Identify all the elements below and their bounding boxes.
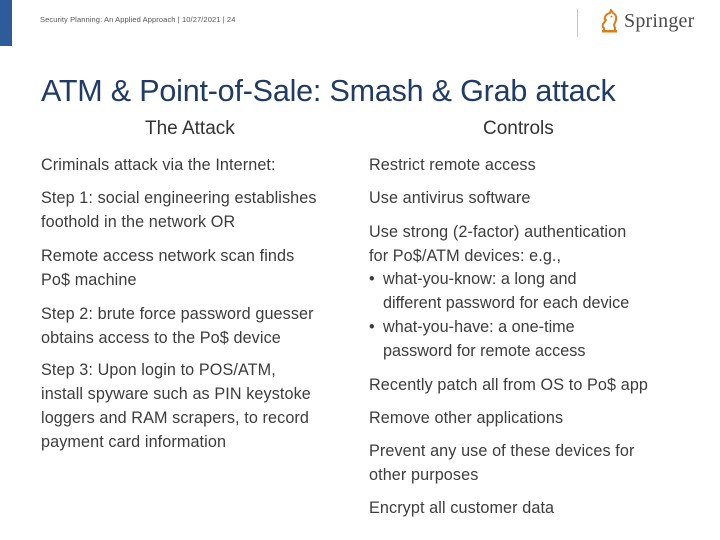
page-title: ATM & Point-of-Sale: Smash & Grab attack <box>41 74 616 108</box>
attack-line: Step 2: brute force password guesser <box>41 305 314 323</box>
control-line: Remove other applications <box>369 409 564 427</box>
header-breadcrumb: Security Planning: An Applied Approach | 10/27/2021 | 24 <box>40 15 236 24</box>
control-line: Use antivirus software <box>369 189 531 207</box>
bullet-icon: • <box>369 318 375 336</box>
control-sub-item <box>383 267 629 315</box>
control-line: for Po$/ATM devices: e.g., <box>369 247 562 265</box>
accent-bar <box>0 0 12 46</box>
controls-column-heading: Controls <box>483 118 554 139</box>
control-item <box>369 496 554 520</box>
attack-line: obtains access to the Po$ device <box>41 329 281 347</box>
control-line: Prevent any use of these devices for <box>369 442 635 460</box>
attack-line: foothold in the network OR <box>41 213 236 231</box>
control-item <box>369 220 626 268</box>
attack-item <box>41 358 311 454</box>
control-sub-line: password for remote access <box>383 342 586 360</box>
control-item <box>369 186 530 210</box>
attack-item <box>41 153 276 177</box>
attack-line: payment card information <box>41 433 227 451</box>
control-item <box>369 153 536 177</box>
attack-column-heading: The Attack <box>145 118 235 139</box>
control-line: Use strong (2-factor) authentication <box>369 223 627 241</box>
attack-line: Po$ machine <box>41 271 137 289</box>
attack-item <box>41 302 314 350</box>
attack-line: Criminals attack via the Internet: <box>41 156 276 174</box>
chess-knight-icon <box>598 9 620 33</box>
control-sub-line: what-you-know: a long and <box>383 270 577 288</box>
header-divider <box>577 9 578 37</box>
attack-line: loggers and RAM scrapers, to record <box>41 409 310 427</box>
springer-logo <box>598 9 694 33</box>
attack-line: Remote access network scan finds <box>41 247 295 265</box>
control-sub-line: different password for each device <box>383 294 630 312</box>
control-line: Restrict remote access <box>369 156 536 174</box>
control-item <box>369 406 563 430</box>
attack-line: Step 1: social engineering establishes <box>41 189 317 207</box>
control-line: other purposes <box>369 466 479 484</box>
attack-item <box>41 186 317 234</box>
control-sub-line: what-you-have: a one-time <box>383 318 575 336</box>
control-line: Recently patch all from OS to Po$ app <box>369 376 649 394</box>
attack-line: Step 3: Upon login to POS/ATM, <box>41 361 276 379</box>
control-item <box>369 439 634 487</box>
control-item <box>369 373 648 397</box>
brand-name: Springer <box>624 9 695 32</box>
attack-line: install spyware such as PIN keystoke <box>41 385 311 403</box>
bullet-icon: • <box>369 270 375 288</box>
control-line: Encrypt all customer data <box>369 499 555 517</box>
attack-item <box>41 244 294 292</box>
control-sub-item <box>383 315 585 363</box>
